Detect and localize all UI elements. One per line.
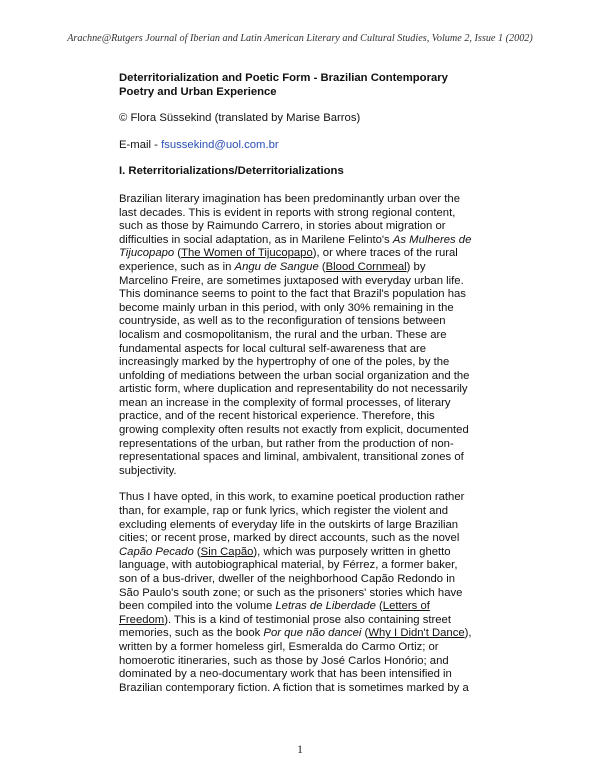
text-line (119, 247, 491, 261)
text-line (119, 491, 491, 505)
underlined-translation: Blood Cornmeal (325, 260, 407, 273)
text-line (119, 682, 491, 696)
italic-title: Tijucopapo (119, 247, 175, 260)
article-title (119, 72, 491, 99)
text-line (119, 424, 491, 438)
text-run: artistic form, where duplication and representability do not necessarily (119, 383, 468, 396)
text-run: ( (375, 600, 383, 613)
text-run: Brazilian contemporary fiction. A fiction that is sometimes marked by a (119, 681, 469, 694)
text-line (119, 315, 491, 329)
text-run: such as those by Raimundo Carrero, in stories about migration or (119, 220, 446, 233)
text-line (119, 546, 491, 560)
text-run: countryside, as well as to the reconfiguration of tensions between (119, 315, 446, 328)
text-line (119, 600, 491, 614)
text-line (119, 641, 491, 655)
text-line (119, 275, 491, 289)
text-run: language, with autobiographical material, by Férrez, a former baker, (119, 559, 458, 572)
text-line (119, 383, 491, 397)
text-run: excluding elements of everyday life in the outskirts of large Brazilian (119, 518, 459, 531)
text-run: ), (464, 627, 472, 640)
text-line (119, 220, 491, 234)
text-run: ( (174, 247, 182, 260)
underlined-translation: Sin Capão (200, 545, 254, 558)
text-line (119, 655, 491, 669)
text-run: cities; or recent prose, marked by direct accounts, such as the novel (119, 532, 460, 545)
italic-title: Angu de Sangue (234, 260, 319, 273)
text-line (119, 370, 491, 384)
text-run: dominated by a neo-documentary work that has been intensified in (119, 668, 452, 681)
text-line (119, 343, 491, 357)
text-line (119, 519, 491, 533)
text-run: ( (193, 545, 201, 558)
text-line (119, 587, 491, 601)
section-heading: I. Reterritorializations/Deterritorializations (119, 165, 344, 178)
text-run: practice, and of the recent historical experience. Therefore, this (119, 410, 435, 423)
text-line (119, 193, 491, 207)
text-line (119, 207, 491, 221)
email-line (119, 139, 491, 153)
underlined-translation: The Women of Tijucopapo (181, 247, 313, 260)
text-run: last decades. This is evident in reports with strong regional content, (119, 206, 456, 219)
text-line (119, 668, 491, 682)
text-line (119, 559, 491, 573)
text-line (119, 410, 491, 424)
text-run: Thus I have opted, in this work, to examine poetical production rather (119, 491, 465, 504)
text-run: representations of the urban, but rather from the production of non- (119, 437, 454, 450)
text-line (119, 627, 491, 641)
text-line (119, 505, 491, 519)
text-line (119, 288, 491, 302)
text-run: memories, such as the book (119, 627, 264, 640)
underlined-translation: Why I Didn't Dance (368, 627, 465, 640)
author-line: © Flora Süssekind (translated by Marise Barros) (119, 112, 361, 125)
text-run: become mainly urban in this period, with only 30% remaining in the (119, 301, 454, 314)
text-run: ( (318, 260, 326, 273)
page-number: 1 (297, 742, 303, 756)
text-run: localism and cosmopolitanism, the rural and the urban. These are (119, 328, 447, 341)
text-run: This dominance seems to point to the fact that Brazil's population has (119, 288, 466, 301)
title-line: Deterritorialization and Poetic Form - Brazilian Contemporary (119, 72, 448, 84)
text-run: subjectivity. (119, 464, 177, 477)
email-label: E-mail - (119, 138, 162, 151)
text-line (119, 397, 491, 411)
text-run: homoerotic itineraries, such as those by José Carlos Honório; and (119, 654, 449, 667)
text-run: representational spaces and liminal, ambivalent, transitional zones of (119, 451, 464, 464)
text-line (119, 573, 491, 587)
text-line (119, 451, 491, 465)
text-line (119, 465, 491, 479)
text-run: fundamental aspects for local cultural self-awareness that are (119, 342, 427, 355)
article-body (119, 72, 491, 708)
text-run: ). This is a kind of testimonial prose also containing street (164, 613, 451, 626)
text-line (119, 261, 491, 275)
text-run: Marcelino Freire, are sometimes juxtaposed with everyday urban life. (119, 274, 464, 287)
text-run: ) by (406, 260, 426, 273)
text-run: difficulties in social adaptation, as in Marilene Felinto's (119, 233, 393, 246)
text-run: ( (361, 627, 369, 640)
text-run: growing complexity often results not exactly from explicit, documented (119, 424, 469, 437)
italic-title: Por que não dancei (263, 627, 362, 640)
text-run: son of a bus-driver, dweller of the neighborhood Capão Redondo in (119, 573, 455, 585)
text-run: experience, such as in (119, 260, 235, 273)
email-link[interactable]: fsussekind@uol.com.br (161, 138, 279, 151)
italic-title: Capão Pecado (119, 545, 194, 558)
underlined-translation: Letters of (382, 600, 430, 613)
text-run: ), which was purposely written in ghetto (253, 545, 451, 558)
text-line (119, 234, 491, 248)
underlined-translation: Freedom (119, 613, 165, 626)
text-line (119, 438, 491, 452)
text-run: mean an increase in the complexity of formal processes, of literary (119, 396, 451, 409)
text-run: unfolding of mediations between the urban social organization and the (119, 369, 470, 382)
text-run: written by a former homeless girl, Esmeralda do Carmo Ortiz; or (119, 640, 439, 653)
running-header: Arachne@Rutgers Journal of Iberian and Latin American Literary and Cultural Studies, Volume 2, Issue 1 (2002) (67, 33, 533, 44)
text-run: São Paulo's south zone; or such as the prisoners' stories which have (119, 586, 463, 599)
paragraph-1 (119, 193, 491, 478)
text-line (119, 302, 491, 316)
text-run: increasingly marked by the hypertrophy of one of the poles, by the (119, 356, 450, 369)
text-run: Brazilian literary imagination has been predominantly urban over the (119, 192, 460, 205)
text-line (119, 614, 491, 628)
text-line (119, 329, 491, 343)
italic-title: As Mulheres de (392, 233, 472, 246)
text-line (119, 532, 491, 546)
text-run: been compiled into the volume (119, 600, 276, 613)
text-run: ), or where traces of the rural (312, 247, 458, 260)
title-line: Poetry and Urban Experience (119, 85, 277, 98)
text-run: than, for example, rap or funk lyrics, which register the violent and (119, 505, 449, 518)
text-line (119, 356, 491, 370)
paragraph-2 (119, 491, 491, 695)
italic-title: Letras de Liberdade (275, 600, 376, 613)
